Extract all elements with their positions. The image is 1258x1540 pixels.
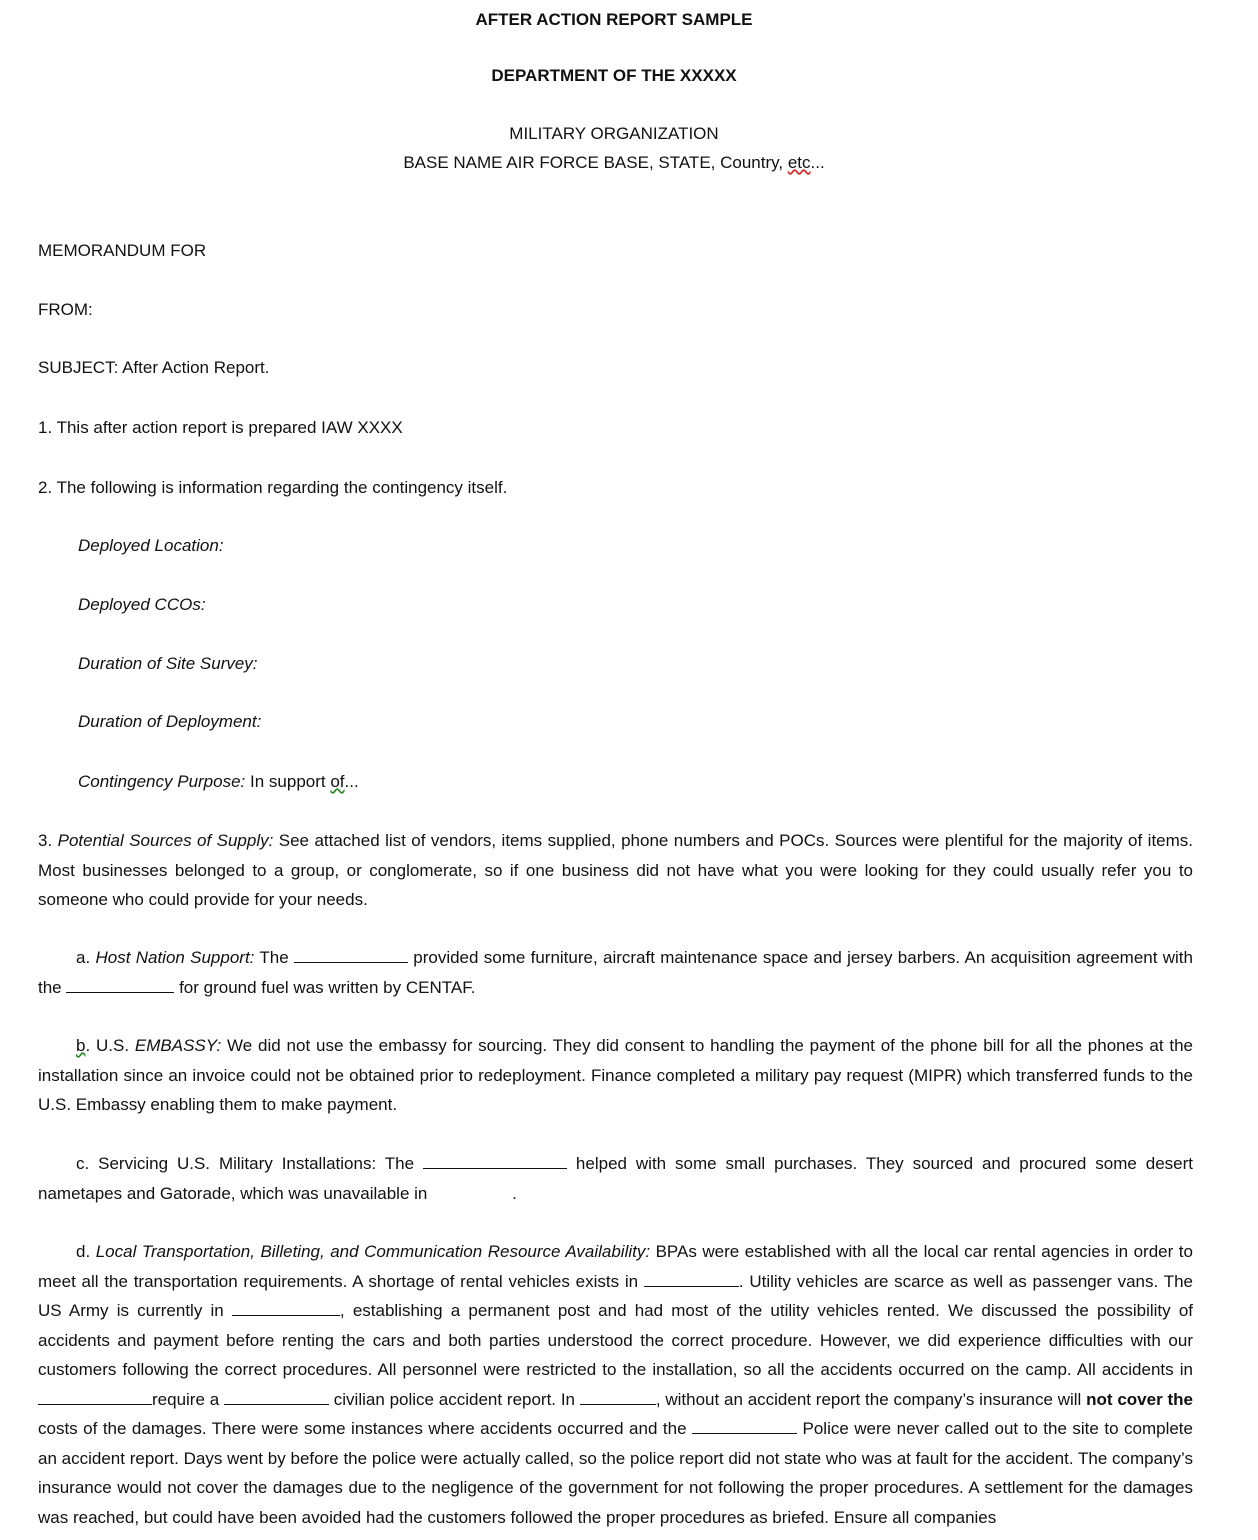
- department-heading: DEPARTMENT OF THE XXXXX: [491, 66, 737, 85]
- document-title: AFTER ACTION REPORT SAMPLE: [475, 10, 753, 29]
- item-d-text-8: Police were never called out to the site to complete an accident report. Days went by before the police were actually called, so the police report did not state who was at fault for the accident. The company’s insurance would not cover the damages due to the negligence of the government for not following the proper procedures. A settlement for the damages was reached, but could have been avoided had the customers followed the proper procedures as briefed. Ensure all companies: [38, 1419, 1193, 1527]
- item-d-text-6: , without an accident report the company’s insurance will: [655, 1389, 1087, 1409]
- purpose-end: ...: [344, 772, 359, 791]
- blank-field: [66, 978, 174, 993]
- blank-field: [38, 1390, 152, 1405]
- from-line: FROM:: [38, 300, 93, 319]
- item-d-text-7: costs of the damages. There were some instances where accidents occurred and the: [38, 1419, 693, 1438]
- item-b-text: We did not use the embassy for sourcing. They did consent to handling the payment of the phone bill for all the phones at the installation since an invoice could not be obtained prior to redeployment. Finance completed a military pay request (MIPR) which transferred funds to the U.S. Embassy enabling them to make payment.: [38, 1036, 1194, 1114]
- item-c-text-1: c. Servicing U.S. Military Installations: The: [76, 1154, 424, 1173]
- base-line-text: BASE NAME AIR FORCE BASE, STATE, Country,: [403, 153, 788, 172]
- item-2: 2. The following is information regarding the contingency itself.: [38, 478, 508, 497]
- item-b-prefix: . U.S.: [85, 1036, 135, 1055]
- base-line-end: ...: [810, 153, 825, 172]
- blank-field: [224, 1390, 329, 1405]
- item-3-paragraph: [38, 826, 1193, 915]
- item-3-prefix: 3.: [38, 831, 58, 850]
- item-d-text-4: require a: [152, 1389, 224, 1409]
- item-1: 1. This after action report is prepared IAW XXXX: [38, 418, 403, 437]
- field-deployed-location: Deployed Location:: [78, 536, 224, 555]
- purpose-text: In support: [245, 772, 331, 791]
- item-c-paragraph: [38, 1149, 1193, 1208]
- memorandum-for: MEMORANDUM FOR: [38, 241, 207, 260]
- item-a-label: Host Nation Support:: [95, 948, 255, 967]
- item-a-text-1: The: [254, 948, 294, 967]
- item-a-text-2: provided some furniture, aircraft maintenance space and jersey barbers. An acquisition agreement with the: [38, 948, 1193, 997]
- item-b-paragraph: [38, 1031, 1193, 1120]
- item-d-text-5: civilian police accident report. In: [328, 1389, 580, 1409]
- item-c-text-2: helped with some small purchases. They sourced and procured some desert nametapes and Gatorade, which was unavailable in: [38, 1154, 1193, 1203]
- base-line-etc: etc: [787, 153, 811, 172]
- item-d-text-1: BPAs were established with all the local car rental agencies in order to meet all the transportation requirements. A shortage of rental vehicles exists in: [38, 1242, 1193, 1291]
- item-a-paragraph: [38, 943, 1193, 1002]
- field-contingency-purpose: [78, 772, 359, 792]
- subject-line: SUBJECT: After Action Report.: [38, 358, 270, 377]
- item-d-label: Local Transportation, Billeting, and Communication Resource Availability:: [95, 1242, 651, 1261]
- blank-field: [644, 1272, 739, 1287]
- item-3-label: Potential Sources of Supply:: [57, 831, 274, 850]
- blank-field: [580, 1390, 656, 1405]
- blank-field: [232, 1301, 340, 1316]
- field-deployed-ccos: Deployed CCOs:: [78, 595, 206, 614]
- item-a-prefix: a.: [76, 948, 96, 967]
- blank-field: [692, 1419, 797, 1434]
- item-d-prefix: d.: [76, 1242, 96, 1261]
- purpose-of: of: [330, 772, 345, 791]
- item-d-bold-text: not cover the: [1086, 1389, 1193, 1409]
- purpose-label: Contingency Purpose:: [78, 772, 246, 791]
- item-3-text: See attached list of vendors, items supplied, phone numbers and POCs. Sources were plentiful for the majority of items. Most businesses belonged to a group, or conglomerate, so if one business did not have what you were looking for they could usually refer you to someone who could provide for your needs.: [38, 831, 1194, 909]
- base-line: [0, 153, 1228, 173]
- field-deployment: Duration of Deployment:: [78, 712, 262, 731]
- organization-heading: MILITARY ORGANIZATION: [509, 124, 719, 143]
- item-d-text-2: . Utility vehicles are scarce as well as passenger vans. The US Army is currently in: [38, 1271, 1193, 1320]
- item-c-text-3: .: [512, 1183, 517, 1203]
- blank-field: [294, 948, 408, 963]
- item-d-paragraph: [38, 1237, 1193, 1532]
- field-site-survey: Duration of Site Survey:: [78, 654, 258, 673]
- item-a-text-3: for ground fuel was written by CENTAF.: [174, 977, 476, 997]
- item-d-text-3: , establishing a permanent post and had most of the utility vehicles rented. We discussed the possibility of accidents and payment before renting the cars and both parties understood the correct procedure. However, we did experience difficulties with our customers following the correct procedures. All personnel were restricted to the installation, so all the accidents occurred on the camp. All accidents in: [38, 1301, 1194, 1379]
- item-b-label: EMBASSY:: [134, 1036, 222, 1055]
- item-b-letter: b: [76, 1036, 86, 1055]
- blank-field: [423, 1154, 567, 1169]
